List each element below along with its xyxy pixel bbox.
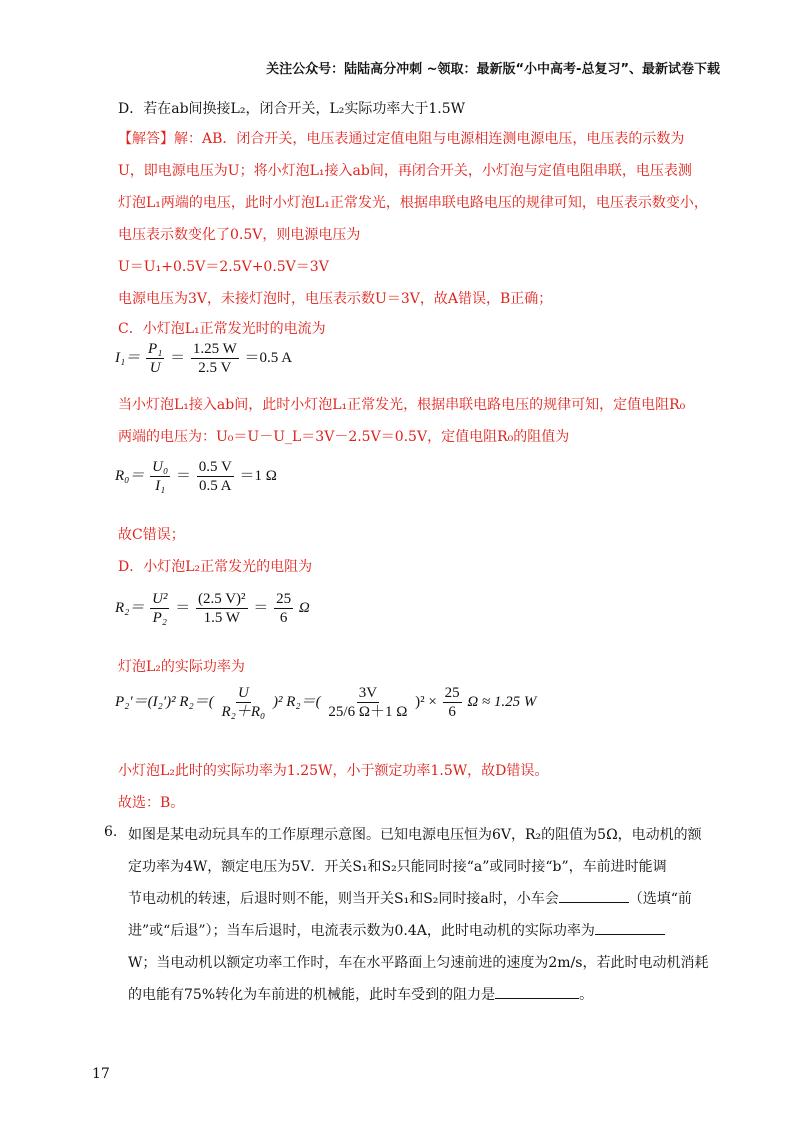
numerator: (2.5 V)² bbox=[198, 591, 246, 607]
denominator: 6 bbox=[448, 704, 456, 720]
numerator: U₀ bbox=[152, 459, 169, 475]
numerator: 25 bbox=[444, 685, 460, 701]
formula-term: )² R₂＝( bbox=[273, 693, 321, 710]
numerator: 1.25 W bbox=[192, 341, 237, 357]
page-header: 关注公众号：陆陆高分冲刺 ~领取：最新版“小中高考-总复习”、最新试卷下载 bbox=[266, 62, 720, 77]
formula-result: Ω ≈ 1.25 W bbox=[467, 693, 537, 710]
answer-line-3: 灯泡L₁两端的电压，此时小灯泡L₁正常发光，根据串联电路电压的规律可知，电压表示数变小， bbox=[118, 195, 708, 211]
formula-term: R₀＝ bbox=[115, 467, 145, 484]
page-number: 17 bbox=[92, 1066, 110, 1082]
formula-resistance-r0 bbox=[115, 458, 277, 495]
denominator: U bbox=[149, 360, 161, 376]
option-d: D．若在ab间换接L₂，闭合开关，L₂实际功率大于1.5W bbox=[118, 101, 466, 117]
formula-result: ＝0.5 A bbox=[244, 349, 293, 366]
question-line-6-text: 的电能有75%转化为车前进的机械能，此时车受到的阻力是 bbox=[128, 987, 496, 1003]
denominator: I₁ bbox=[155, 478, 166, 494]
fraction bbox=[146, 340, 164, 377]
formula-current bbox=[115, 340, 292, 377]
question-line-2: 定功率为4W，额定电压为5V．开关S₁和S₂只能同时接“a”或同时接“b”，车前进时能调 bbox=[128, 859, 667, 875]
numerator: U bbox=[237, 685, 249, 701]
formula-term: I₁＝ bbox=[115, 349, 141, 366]
question-line-3 bbox=[128, 888, 692, 908]
question-line-4 bbox=[128, 920, 665, 940]
denominator: 0.5 A bbox=[198, 478, 232, 494]
fraction bbox=[197, 458, 234, 495]
formula-actual-power bbox=[115, 684, 536, 721]
numerator: 0.5 V bbox=[198, 459, 232, 475]
answer-line-7: C．小灯泡L₁正常发光时的电流为 bbox=[118, 321, 326, 337]
denominator: P₂ bbox=[152, 610, 167, 626]
answer-line-8: 当小灯泡L₁接入ab间，此时小灯泡L₁正常发光，根据串联电路电压的规律可知，定值电阻R₀ bbox=[118, 397, 686, 413]
answer-line-10: 故C错误； bbox=[118, 527, 185, 543]
answer-blank-1[interactable] bbox=[559, 888, 629, 903]
numerator: U² bbox=[152, 591, 168, 607]
answer-blank-2[interactable] bbox=[595, 920, 665, 935]
answer-line-4: 电压表示数变化了0.5V，则电源电压为 bbox=[118, 227, 361, 243]
equals-sign: ＝ bbox=[175, 599, 191, 616]
formula-term: P₂′＝(I₂′)² R₂＝( bbox=[115, 693, 214, 710]
question-line-3-text: 节电动机的转速，后退时则不能，则当开关S₁和S₂同时接a时，小车会 bbox=[128, 891, 559, 907]
numerator: P₁ bbox=[147, 341, 163, 357]
fraction bbox=[443, 684, 462, 721]
question-line-6-end: 。 bbox=[579, 987, 594, 1003]
fraction bbox=[150, 458, 170, 495]
formula-result: ＝1 Ω bbox=[239, 467, 277, 484]
answer-line-12: 灯泡L₂的实际功率为 bbox=[118, 659, 245, 675]
answer-line-6: 电源电压为3V，未接灯泡时，电压表示数U＝3V，故A错误，B正确； bbox=[118, 291, 553, 307]
answer-line-1-text: 解：AB．闭合开关，电压表通过定值电阻与电源相连测电源电压，电压表的示数为 bbox=[174, 131, 685, 147]
answer-line-1 bbox=[118, 128, 684, 148]
numerator: 25 bbox=[276, 591, 292, 607]
fraction bbox=[220, 684, 268, 721]
formula-term: )² × bbox=[415, 693, 437, 710]
equals-sign: ＝ bbox=[253, 599, 269, 616]
fraction bbox=[191, 340, 239, 377]
formula-term: R₂＝ bbox=[115, 599, 145, 616]
answer-line-13: 小灯泡L₂此时的实际功率为1.25W，小于额定功率1.5W，故D错误。 bbox=[118, 763, 549, 779]
answer-blank-3[interactable] bbox=[495, 984, 579, 999]
fraction bbox=[150, 590, 169, 627]
fraction bbox=[274, 590, 293, 627]
question-line-3-end: （选填“前 bbox=[628, 891, 692, 907]
denominator: R₂＋R₀ bbox=[221, 704, 266, 720]
formula-resistance-r2 bbox=[115, 590, 310, 627]
answer-line-5: U＝U₁+0.5V＝2.5V+0.5V＝3V bbox=[118, 259, 329, 275]
question-line-4-text: 进”或“后退”）；当车后退时，电流表示数为0.4A，此时电动机的实际功率为 bbox=[128, 923, 595, 939]
answer-line-14: 故选：B。 bbox=[118, 795, 185, 811]
answer-line-9: 两端的电压为：U₀＝U－U_L＝3V－2.5V＝0.5V，定值电阻R₀的阻值为 bbox=[118, 429, 570, 445]
formula-unit: Ω bbox=[298, 599, 310, 616]
numerator: 3V bbox=[358, 685, 378, 701]
question-line-6 bbox=[128, 984, 593, 1004]
question-line-5: W；当电动机以额定功率工作时，车在水平路面上匀速前进的速度为2m/s，若此时电动机消耗 bbox=[128, 955, 709, 971]
answer-line-2: U，即电源电压为U；将小灯泡L₁接入ab间，再闭合开关，小灯泡与定值电阻串联，电压表测 bbox=[118, 163, 692, 179]
equals-sign: ＝ bbox=[175, 467, 191, 484]
denominator: 25/6 Ω＋1 Ω bbox=[328, 704, 408, 720]
equals-sign: ＝ bbox=[170, 349, 186, 366]
question-line-1: 如图是某电动玩具车的工作原理示意图。已知电源电压恒为6V，R₂的阻值为5Ω，电动机的额 bbox=[128, 827, 702, 843]
denominator: 2.5 V bbox=[198, 360, 232, 376]
denominator: 1.5 W bbox=[203, 610, 240, 626]
denominator: 6 bbox=[279, 610, 288, 626]
question-number: 6. bbox=[104, 824, 118, 840]
fraction bbox=[326, 684, 409, 721]
answer-line-11: D．小灯泡L₂正常发光的电阻为 bbox=[118, 559, 313, 575]
fraction bbox=[196, 590, 248, 627]
answer-tag: 【解答】 bbox=[118, 131, 174, 147]
